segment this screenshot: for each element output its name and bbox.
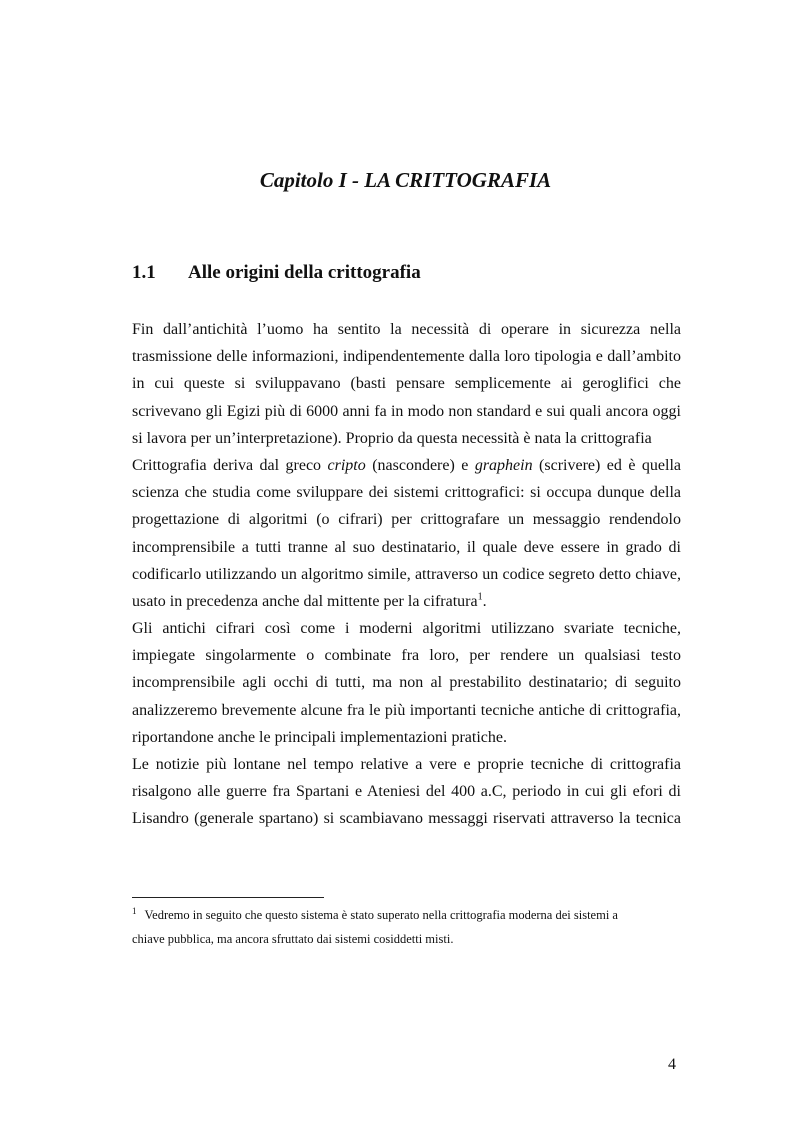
body-line: codificarlo utilizzando un algoritmo simile, attraverso un codice segreto detto chiave,: [132, 565, 681, 583]
body-line: analizzeremo brevemente alcune fra le più importanti tecniche antiche di crittografia,: [132, 701, 681, 719]
page-number: 4: [668, 1056, 676, 1073]
body-line: in cui queste si sviluppavano (basti pensare semplicemente ai geroglifici che: [132, 375, 681, 393]
body-line: scrivevano gli Egizi più di 6000 anni fa in modo non standard e sui quali ancora oggi: [132, 402, 681, 420]
body-line: trasmissione delle informazioni, indipendentemente dalla loro tipologia e dall’ambito: [132, 348, 681, 366]
footnote-divider: [132, 897, 324, 898]
term-graphein: graphein: [474, 456, 533, 474]
footnote: [132, 903, 681, 951]
body-line: incomprensibile agli occhi di tutti, ma non al prestabilito destinatario; di seguito: [132, 674, 681, 692]
body-line: Fin dall’antichità l’uomo ha sentito la necessità di operare in sicurezza nella: [132, 321, 681, 338]
footnote-number: 1: [132, 905, 137, 916]
body-line: Lisandro (generale spartano) si scambiavano messaggi riservati attraverso la tecnica: [132, 810, 681, 828]
body-line: scienza che studia come sviluppare dei sistemi crittografici: si occupa dunque della: [132, 484, 681, 502]
section-number: 1.1: [132, 262, 156, 283]
body-line-footnote-ref: usato in precedenza anche dal mittente per la cifratura$^1$.: [132, 591, 487, 610]
body-line: incomprensibile a tutti tranne al suo destinatario, il quale deve essere in grado di: [132, 538, 681, 556]
footnote-reference[interactable]: 1: [477, 591, 483, 603]
footnote-line: chiave pubblica, ma ancora sfruttato dai sistemi cosiddetti misti.: [132, 932, 454, 946]
body-line: si lavora per un’interpretazione). Proprio da questa necessità è nata la crittografia: [132, 429, 652, 447]
footnote-line: $^1$ Vedremo in seguito che questo sistema è stato superato nella crittografia moderna dei sistemi a: [132, 905, 618, 922]
body-line-etymology: Crittografia deriva dal greco cripto (nascondere) e graphein (scrivere) ed è quella: [132, 456, 681, 474]
section-heading: [132, 262, 421, 284]
body-line: Le notizie più lontane nel tempo relative a vere e proprie tecniche di crittografia: [132, 756, 681, 773]
body-line: riportandone anche le principali implementazioni pratiche.: [132, 728, 507, 746]
body-line: impiegate singolarmente o combinate fra loro, per rendere un qualsiasi testo: [132, 647, 681, 665]
body-line: progettazione di algoritmi (o cifrari) per crittografare un messaggio rendendolo: [132, 511, 681, 529]
term-cripto: cripto: [327, 456, 366, 474]
body-line: risalgono alle guerre fra Spartani e Ateniesi del 400 a.C, periodo in cui gli efori di: [132, 783, 681, 801]
body-text: [132, 316, 681, 833]
body-line: Gli antichi cifrari così come i moderni algoritmi utilizzano svariate tecniche,: [132, 620, 681, 638]
chapter-title: Capitolo I - LA CRITTOGRAFIA: [259, 168, 552, 192]
section-title: Alle origini della crittografia: [188, 262, 421, 283]
